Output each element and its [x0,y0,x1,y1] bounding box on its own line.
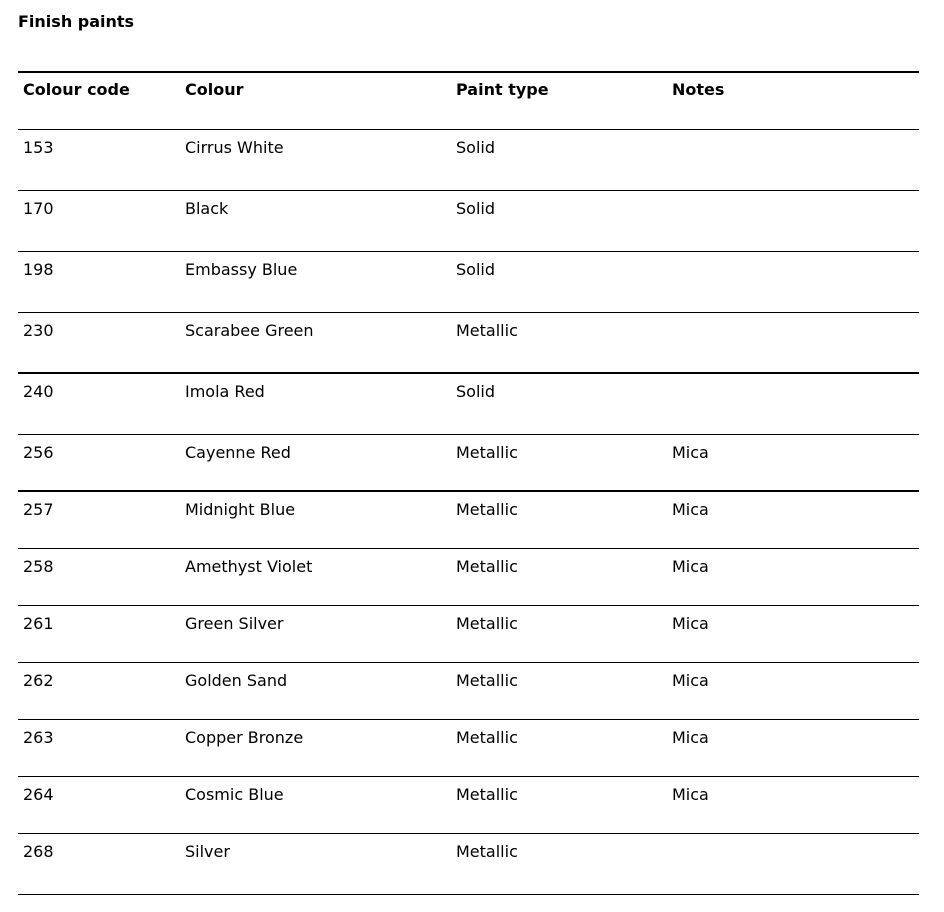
header-colour-code: Colour code [23,80,130,99]
table-row [18,313,919,374]
cell-paint-type: Solid [456,382,495,401]
cell-colour-code: 263 [23,728,54,747]
cell-colour: Amethyst Violet [185,557,313,576]
cell-colour: Midnight Blue [185,500,296,519]
page-title: Finish paints [18,12,135,31]
cell-colour: Copper Bronze [185,728,304,747]
table-row [18,252,919,313]
cell-paint-type: Solid [456,138,495,157]
cell-colour: Cayenne Red [185,443,291,462]
cell-colour-code: 230 [23,321,54,340]
cell-paint-type: Metallic [456,671,518,690]
cell-colour: Cosmic Blue [185,785,284,804]
cell-notes: Mica [672,443,709,462]
cell-notes: Mica [672,557,709,576]
cell-notes: Mica [672,500,709,519]
cell-colour-code: 198 [23,260,54,279]
cell-colour-code: 256 [23,443,54,462]
table-row [18,191,919,252]
cell-paint-type: Metallic [456,785,518,804]
header-colour: Colour [185,80,244,99]
cell-colour: Embassy Blue [185,260,298,279]
cell-colour: Black [185,199,229,218]
cell-paint-type: Metallic [456,321,518,340]
cell-colour-code: 261 [23,614,54,633]
table-row [18,720,919,777]
cell-colour: Silver [185,842,230,861]
paint-table [18,71,919,895]
cell-colour: Cirrus White [185,138,284,157]
cell-paint-type: Metallic [456,557,518,576]
cell-paint-type: Solid [456,199,495,218]
header-notes: Notes [672,80,725,99]
table-row [18,663,919,720]
table-row [18,492,919,549]
cell-colour-code: 153 [23,138,54,157]
table-row [18,374,919,435]
table-row [18,777,919,834]
cell-notes: Mica [672,728,709,747]
cell-paint-type: Metallic [456,842,518,861]
table-row [18,435,919,492]
cell-colour-code: 170 [23,199,54,218]
cell-colour-code: 240 [23,382,54,401]
cell-colour-code: 264 [23,785,54,804]
cell-colour-code: 257 [23,500,54,519]
header-paint-type: Paint type [456,80,549,99]
table-row [18,549,919,606]
cell-colour-code: 268 [23,842,54,861]
table-row [18,606,919,663]
cell-colour-code: 258 [23,557,54,576]
table-row [18,130,919,191]
cell-colour: Imola Red [185,382,265,401]
cell-paint-type: Solid [456,260,495,279]
cell-paint-type: Metallic [456,443,518,462]
cell-colour: Golden Sand [185,671,288,690]
cell-paint-type: Metallic [456,614,518,633]
cell-notes: Mica [672,614,709,633]
cell-notes: Mica [672,785,709,804]
cell-colour-code: 262 [23,671,54,690]
table-row [18,834,919,895]
cell-paint-type: Metallic [456,500,518,519]
table-header-row [18,73,919,130]
cell-colour: Green Silver [185,614,284,633]
cell-paint-type: Metallic [456,728,518,747]
cell-colour: Scarabee Green [185,321,314,340]
cell-notes: Mica [672,671,709,690]
